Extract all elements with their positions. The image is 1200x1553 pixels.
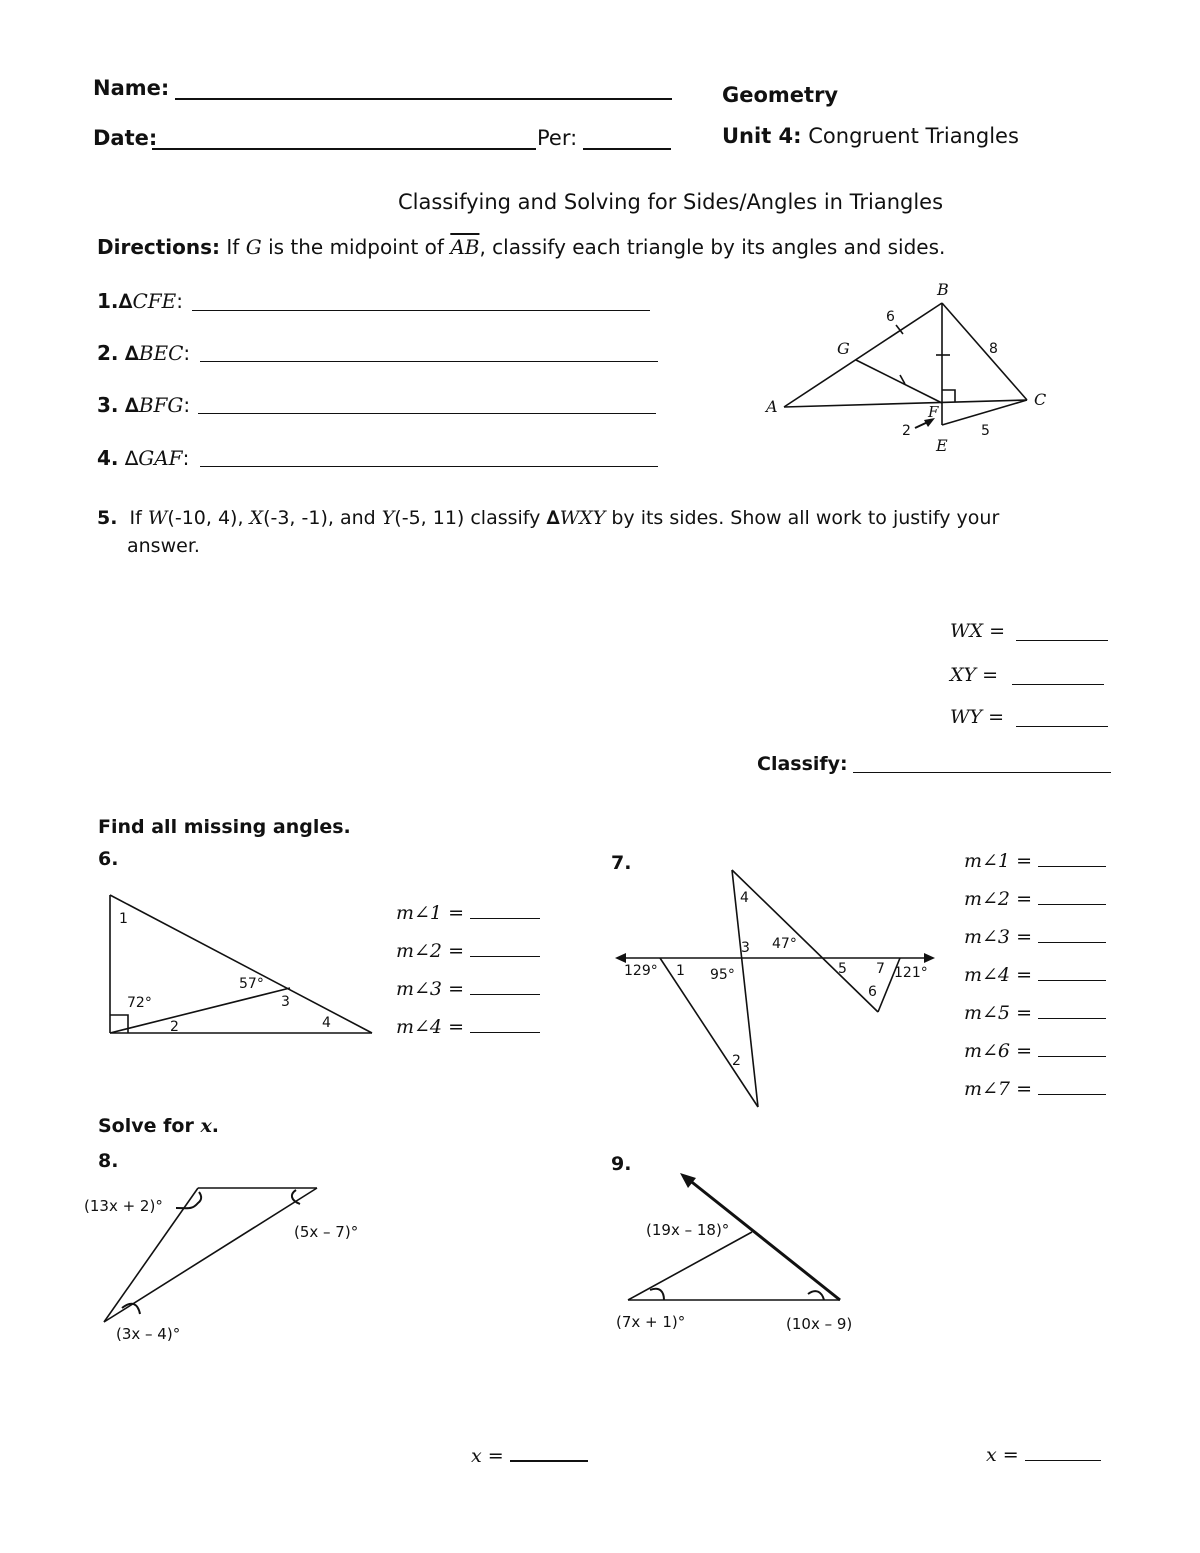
period-label: Per: — [537, 126, 578, 150]
triangle-symbol: ∆ — [118, 289, 133, 313]
triangle-wxy: WXY — [559, 507, 606, 529]
q6-answer-2 — [396, 940, 540, 962]
seg-xy: XY — [950, 664, 977, 686]
segment-left-diagonal — [660, 958, 758, 1107]
point-y: Y — [381, 507, 395, 529]
q7-answer-5 — [964, 1002, 1106, 1024]
answer-wx — [950, 620, 1005, 642]
equals: = — [982, 664, 999, 686]
answer-label: m∠1 = — [396, 902, 464, 924]
label-5: 5 — [981, 423, 990, 439]
label-8: 8 — [989, 341, 998, 357]
solve-text: Solve for — [98, 1115, 194, 1137]
segment-bc — [942, 303, 1027, 400]
answer-label: m∠1 = — [964, 850, 1032, 872]
label-b: B — [937, 280, 949, 299]
question-9-number: 9. — [611, 1153, 632, 1175]
wy-field[interactable] — [1016, 710, 1108, 727]
triangle-symbol: ∆ — [546, 507, 560, 529]
answer-blank[interactable] — [470, 902, 540, 919]
figure-q7 — [610, 860, 940, 1115]
segment-gf — [856, 360, 942, 403]
label-c: C — [1034, 390, 1047, 409]
label-g: G — [837, 339, 850, 358]
angle-label-3: 3 — [741, 940, 750, 956]
figure-q8 — [80, 1170, 380, 1350]
answer-blank[interactable] — [470, 978, 540, 995]
angle-label-4: 4 — [740, 890, 749, 906]
directions-text-3: , classify each triangle by its angles and sides. — [479, 235, 946, 259]
right-angle-mark — [942, 390, 955, 402]
answer-blank[interactable] — [1038, 926, 1106, 943]
answer-label: m∠7 = — [964, 1078, 1032, 1100]
q6-answer-4 — [396, 1016, 540, 1038]
figure-q6 — [100, 885, 390, 1045]
arrow-right — [924, 953, 935, 963]
angle-label-1: 1 — [119, 911, 128, 927]
classify-field[interactable] — [853, 756, 1111, 773]
solve-dot: . — [211, 1115, 219, 1137]
ray-upper — [688, 1179, 840, 1300]
q7-answer-6 — [964, 1040, 1106, 1062]
expr-10x-9: (10x – 9) — [786, 1315, 853, 1333]
answer-field-1[interactable] — [192, 296, 650, 311]
triangle-name: BFG — [138, 393, 184, 417]
angle-72: 72° — [127, 995, 152, 1011]
answer-blank[interactable] — [1038, 850, 1106, 867]
q6-answer-3 — [396, 978, 540, 1000]
section-missing-angles: Find all missing angles. — [98, 816, 351, 838]
q7-answer-2 — [964, 888, 1106, 910]
directions-label: Directions: — [97, 235, 221, 259]
var-g: G — [245, 235, 262, 259]
name-field[interactable] — [175, 78, 672, 100]
q7-answer-4 — [964, 964, 1106, 986]
q7-answer-7 — [964, 1078, 1106, 1100]
segment-ec — [942, 400, 1027, 425]
answer-blank[interactable] — [1038, 1002, 1106, 1019]
angle-label-6: 6 — [868, 984, 877, 1000]
q6-answer-1 — [396, 902, 540, 924]
answer-label: m∠3 = — [964, 926, 1032, 948]
expr-13x-2: (13x + 2)° — [84, 1197, 163, 1215]
answer-label: x = — [986, 1444, 1019, 1466]
triangle-symbol: ∆ — [124, 341, 139, 365]
segment-left — [628, 1232, 752, 1300]
arrow-left — [615, 953, 626, 963]
question-number: 3. — [97, 393, 119, 417]
angle-arc-right — [292, 1190, 300, 1204]
angle-label-7: 7 — [876, 961, 885, 977]
angle-47: 47° — [772, 936, 797, 952]
answer-label: m∠6 = — [964, 1040, 1032, 1062]
figure-triangles-abc — [760, 275, 1060, 460]
expr-3x-4: (3x – 4)° — [116, 1325, 181, 1343]
triangle-name: BEC — [138, 341, 184, 365]
q5-text: If — [129, 507, 142, 529]
question-8-number: 8. — [98, 1150, 119, 1172]
question-2: 2. ∆BEC: — [97, 341, 191, 365]
answer-xy — [950, 664, 998, 686]
angle-arc-right — [808, 1291, 824, 1300]
triangle-symbol: ∆ — [124, 393, 139, 417]
label-2: 2 — [902, 423, 911, 439]
triangle-name: CFE — [132, 289, 177, 313]
segment-hypotenuse — [110, 895, 372, 1033]
label-6: 6 — [886, 309, 895, 325]
angle-label-1: 1 — [676, 963, 685, 979]
angle-57: 57° — [239, 976, 264, 992]
equals: = — [989, 620, 1006, 642]
question-1: 1.∆CFE: — [97, 289, 183, 313]
q9-answer — [986, 1444, 1101, 1466]
wx-field[interactable] — [1016, 624, 1108, 641]
answer-blank[interactable] — [1025, 1444, 1101, 1461]
subject-title: Geometry — [722, 83, 839, 107]
unit-name: Congruent Triangles — [808, 124, 1019, 148]
date-label: Date: — [93, 126, 158, 150]
answer-blank[interactable] — [1038, 964, 1106, 981]
directions-text-1: If — [226, 235, 240, 259]
expr-5x-7: (5x – 7)° — [294, 1223, 359, 1241]
question-number: 2. — [97, 341, 119, 365]
q5-line2: answer. — [127, 535, 200, 557]
question-3: 3. ∆BFG: — [97, 393, 191, 417]
answer-blank[interactable] — [470, 1016, 540, 1033]
date-field[interactable] — [152, 128, 536, 150]
question-number: 1. — [97, 289, 119, 313]
answer-blank[interactable] — [1038, 1040, 1106, 1057]
angle-129: 129° — [624, 963, 658, 979]
triangle-symbol: ∆ — [124, 446, 139, 470]
answer-label: m∠4 = — [964, 964, 1032, 986]
worksheet-title: Classifying and Solving for Sides/Angles in Triangles — [398, 190, 944, 214]
expr-7x-1: (7x + 1)° — [616, 1313, 686, 1331]
solve-var: x — [200, 1115, 212, 1137]
question-number: 4. — [97, 446, 119, 470]
answer-blank[interactable] — [1038, 1078, 1106, 1095]
figure-q9 — [610, 1170, 880, 1345]
answer-label: m∠5 = — [964, 1002, 1032, 1024]
label-a: A — [766, 397, 778, 416]
seg-wy: WY — [950, 706, 983, 728]
label-f: F — [928, 403, 939, 421]
point-w: W — [147, 507, 168, 529]
answer-field-3[interactable] — [198, 399, 656, 414]
equals: = — [988, 706, 1005, 728]
coord-y: (-5, 11) classify — [394, 507, 541, 529]
name-label: Name: — [93, 76, 170, 100]
answer-blank[interactable] — [470, 940, 540, 957]
label-e: E — [936, 436, 948, 455]
angle-121: 121° — [894, 965, 928, 981]
answer-wy — [950, 706, 1004, 728]
angle-label-4: 4 — [322, 1015, 331, 1031]
angle-label-5: 5 — [838, 961, 847, 977]
answer-label: m∠4 = — [396, 1016, 464, 1038]
unit-title — [722, 124, 1019, 148]
answer-field-2[interactable] — [200, 347, 658, 362]
answer-label: m∠2 = — [396, 940, 464, 962]
expr-19x-18: (19x – 18)° — [646, 1221, 730, 1239]
q8-answer — [471, 1444, 588, 1467]
answer-field-4[interactable] — [200, 452, 658, 467]
point-x: X — [249, 507, 264, 529]
segment-ab: $\overline{AB}$ — [450, 235, 480, 259]
directions — [97, 235, 945, 259]
classify-label: Classify: — [757, 753, 848, 775]
angle-label-3: 3 — [281, 994, 290, 1010]
answer-label: x = — [471, 1445, 504, 1467]
xy-field[interactable] — [1012, 668, 1104, 685]
directions-text-2: is the midpoint of — [268, 235, 444, 259]
q5-text-tail: by its sides. Show all work to justify your — [611, 507, 1000, 529]
angle-label-2: 2 — [170, 1019, 179, 1035]
angle-arc-left — [650, 1289, 664, 1300]
q7-answer-1 — [964, 850, 1106, 872]
segment-ac — [784, 400, 1027, 407]
question-4: 4. ∆GAF: — [97, 446, 190, 470]
answer-label: m∠3 = — [396, 978, 464, 1000]
coord-w: (-10, 4), — [167, 507, 244, 529]
question-number: 5. — [97, 507, 118, 529]
question-6-number: 6. — [98, 848, 119, 870]
seg-wx: WX — [950, 620, 984, 642]
unit-label: Unit 4: — [722, 124, 802, 148]
angle-95: 95° — [710, 967, 735, 983]
answer-label: m∠2 = — [964, 888, 1032, 910]
angle-label-2: 2 — [732, 1053, 741, 1069]
segment-diagonal — [732, 870, 878, 1012]
coord-x: (-3, -1), and — [263, 507, 376, 529]
answer-blank[interactable] — [1038, 888, 1106, 905]
question-7-number: 7. — [611, 852, 632, 874]
ray-arrowhead — [680, 1173, 696, 1188]
section-solve-for-x — [98, 1115, 219, 1137]
answer-blank[interactable] — [510, 1444, 588, 1462]
period-field[interactable] — [583, 128, 671, 150]
q7-answer-3 — [964, 926, 1106, 948]
triangle-name: GAF — [138, 446, 183, 470]
question-5 — [97, 507, 999, 529]
